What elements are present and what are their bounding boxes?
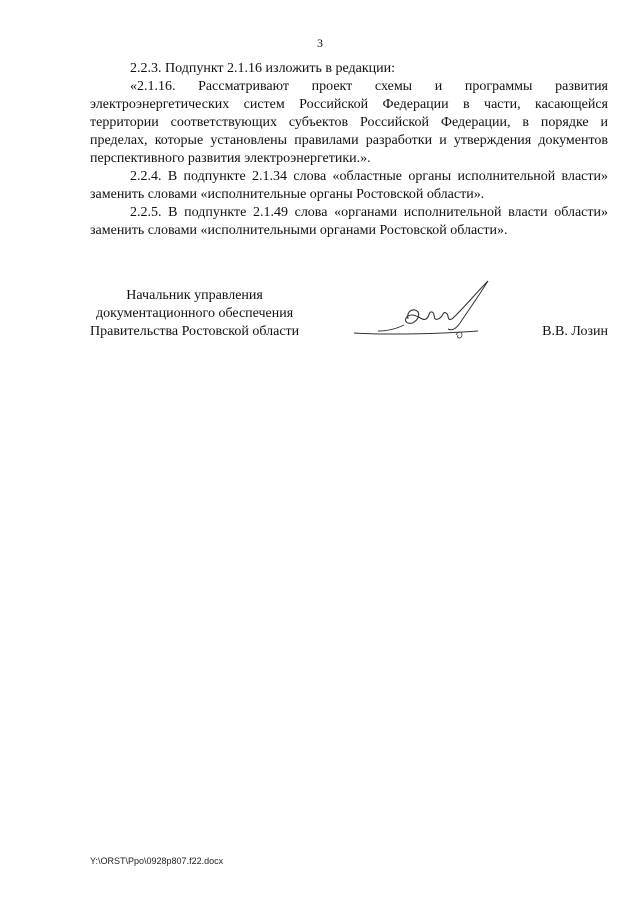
signatory-title-line1: Начальник управления — [126, 288, 263, 303]
signature-block — [90, 287, 608, 357]
page-number: 3 — [317, 36, 323, 50]
paragraph-2-2-3: 2.2.3. Подпункт 2.1.16 изложить в редакции: — [130, 61, 396, 76]
paragraph-2-2-5: 2.2.5. В подпункте 2.1.49 слова «органами исполнительной власти области» заменить словами «исполнительными органами Ростовской области». — [90, 205, 608, 238]
signatory-name: В.В. Лозин — [542, 324, 608, 339]
signatory-title-line3: Правительства Ростовской области — [90, 324, 300, 339]
handwritten-signature — [348, 279, 503, 349]
footer-file-path: Y:\ORST\Ppo\0928p807.f22.docx — [90, 856, 224, 866]
signatory-title-line2: документационного обеспечения — [95, 306, 294, 321]
paragraph-2-2-4: 2.2.4. В подпункте 2.1.34 слова «областные органы исполнительной власти» заменить словами «исполнительные органы Ростовской области». — [90, 169, 608, 202]
document-body — [90, 60, 608, 240]
signatory-title — [90, 287, 299, 341]
paragraph-2-1-16-quote: «2.1.16. Рассматривают проект схемы и программы развития электроэнергетических систем Российской Федерации в части, касающейся территории соответствующих субъектов Российской Федерации, в порядке и пределах, которые установлены правилами разработки и утверждения документов перспективного развития электроэнергетики.». — [90, 79, 608, 166]
